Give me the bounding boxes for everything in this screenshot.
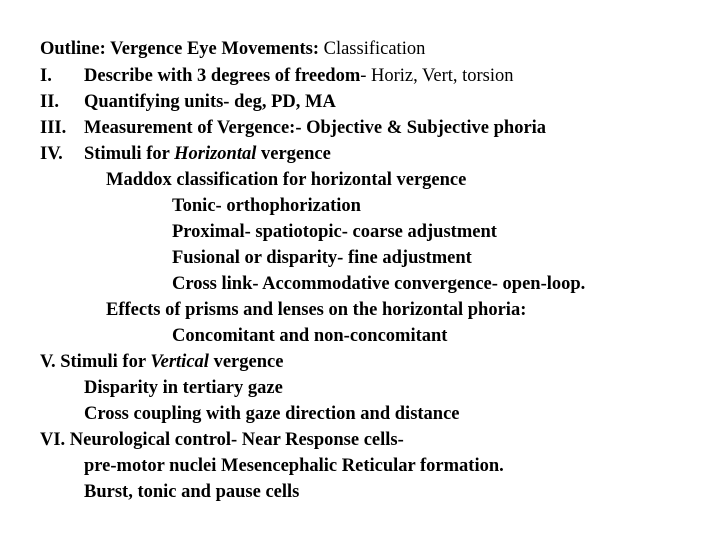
- prisms-item-concomitant: Concomitant and non-concomitant: [172, 326, 448, 346]
- outline-item-4-number: IV.: [40, 144, 63, 164]
- outline-title: [40, 38, 425, 60]
- outline-item-2-bold: Quantifying units- deg, PD, MA: [84, 92, 336, 112]
- outline-item-4-bold-pre: Stimuli for: [84, 144, 170, 164]
- maddox-item-cross-link: Cross link- Accommodative convergence- open-loop.: [172, 274, 586, 294]
- outline-item-4: [40, 143, 331, 165]
- outline-item-3-number: III.: [40, 118, 67, 138]
- outline-title-normal: Classification: [323, 39, 426, 59]
- outline-item-5-italic: Vertical: [150, 352, 209, 372]
- outline-item-4-italic: Horizontal: [174, 144, 257, 164]
- outline-title-bold: Outline: Vergence Eye Movements:: [40, 39, 319, 59]
- outline-item-3-bold: Measurement of Vergence:- Objective & Subjective phoria: [84, 118, 547, 138]
- outline-item-6: VI. Neurological control- Near Response cells-: [40, 430, 404, 450]
- neuro-item-premotor: pre-motor nuclei Mesencephalic Reticular formation.: [84, 456, 504, 476]
- outline-item-1-bold: Describe with 3 degrees of freedom: [84, 66, 361, 86]
- vertical-item-cross-coupling: Cross coupling with gaze direction and distance: [84, 404, 460, 424]
- maddox-item-fusional: Fusional or disparity- fine adjustment: [172, 248, 472, 268]
- outline-item-2-number: II.: [40, 92, 60, 112]
- maddox-heading: Maddox classification for horizontal vergence: [106, 170, 467, 190]
- prisms-heading: Effects of prisms and lenses on the horizontal phoria:: [106, 300, 527, 320]
- maddox-item-proximal: Proximal- spatiotopic- coarse adjustment: [172, 222, 497, 242]
- outline-item-3: [40, 117, 546, 139]
- outline-item-5-bold-post: vergence: [213, 352, 284, 372]
- vertical-item-disparity: Disparity in tertiary gaze: [84, 378, 283, 398]
- outline-item-5-bold-pre: V. Stimuli for: [40, 352, 146, 372]
- outline-item-1-number: I.: [40, 66, 52, 86]
- outline-item-1: [40, 65, 514, 87]
- maddox-item-tonic: Tonic- orthophorization: [172, 196, 361, 216]
- neuro-item-burst: Burst, tonic and pause cells: [84, 482, 300, 502]
- outline-item-5: [40, 351, 283, 373]
- outline-item-1-normal: - Horiz, Vert, torsion: [360, 66, 514, 86]
- outline-item-2: [40, 91, 336, 113]
- outline-item-4-bold-post: vergence: [260, 144, 331, 164]
